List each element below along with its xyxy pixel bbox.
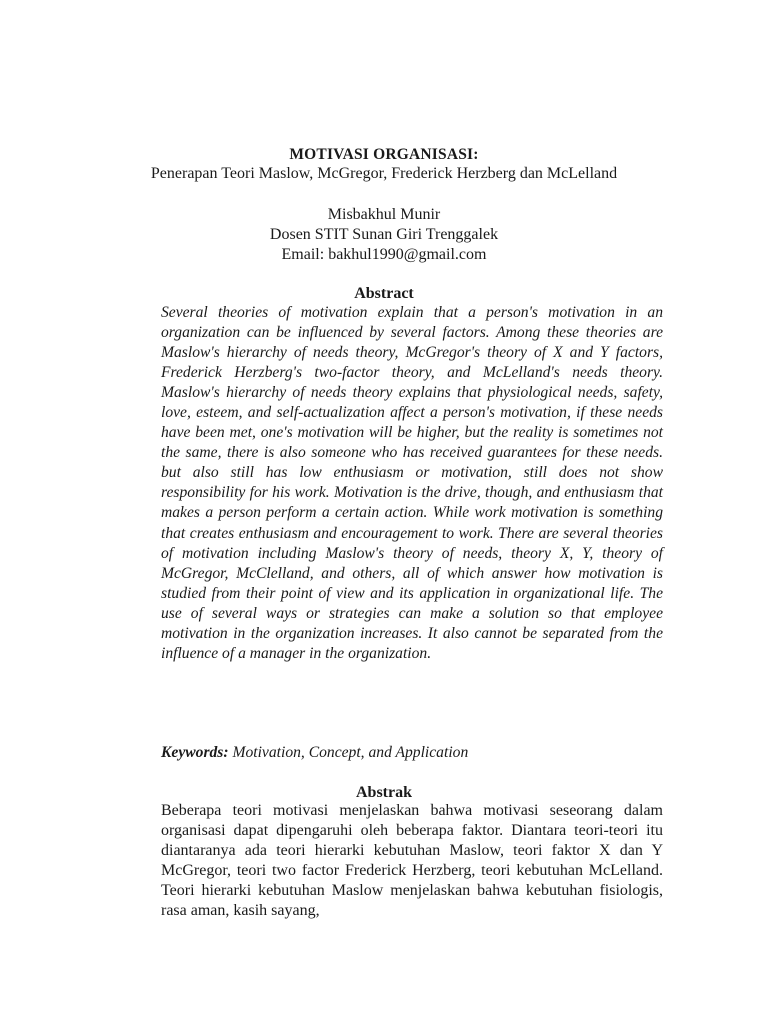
- author-block: [0, 205, 768, 265]
- author-affiliation: Dosen STIT Sunan Giri Trenggalek: [269, 226, 499, 243]
- paper-title: MOTIVASI ORGANISASI:: [289, 146, 479, 163]
- author-name: Misbakhul Munir: [327, 206, 441, 223]
- author-email: Email: bakhul1990@gmail.com: [281, 246, 487, 263]
- paper-subtitle: Penerapan Teori Maslow, McGregor, Frederick Herzberg dan McLelland: [150, 165, 618, 182]
- abstrak-text: Beberapa teori motivasi menjelaskan bahwa motivasi seseorang dalam organisasi dapat dipengaruhi oleh beberapa faktor. Diantara teori-teori itu diantaranya ada teori hierarki kebutuhan Maslow, teori faktor X dan Y McGregor, teori two factor Frederick Herzberg, teori kebutuhan McLelland. Teori hierarki kebutuhan Maslow menjelaskan bahwa kebutuhan fisiologis, rasa aman, kasih sayang,: [161, 802, 663, 919]
- keywords-line: [161, 744, 663, 762]
- keywords-label: Keywords:: [161, 744, 229, 761]
- abstract-text: Several theories of motivation explain that a person's motivation in an organization can be influenced by several factors. Among these theories are Maslow's hierarchy of needs theory, McGregor's theory of X and Y factors, Frederick Herzberg's two-factor theory, and McLelland's needs theory. Maslow's hierarchy of needs theory explains that physiological needs, safety, love, esteem, and self-actualization affect a person's motivation, if these needs have been met, one's motivation will be higher, but the reality is sometimes not the same, there is also someone who has received guarantees for these needs. but also still has low enthusiasm or motivation, still does not show responsibility for his work. Motivation is the drive, though, and enthusiasm that makes a person perform a certain action. While work motivation is something that creates enthusiasm and encouragement to work. There are several theories of motivation including Maslow's theory of needs, theory X, Y, theory of McGregor, McClelland, and others, all of which answer how motivation is studied from their point of view and its application in organizational life. The use of several ways or strategies can make a solution so that employee motivation in the organization increases. It also cannot be separated from the influence of a manager in the organization.: [161, 304, 663, 662]
- abstrak-heading: Abstrak: [355, 784, 412, 801]
- keywords-text: Motivation, Concept, and Application: [232, 744, 469, 761]
- abstract-heading: Abstract: [354, 285, 414, 302]
